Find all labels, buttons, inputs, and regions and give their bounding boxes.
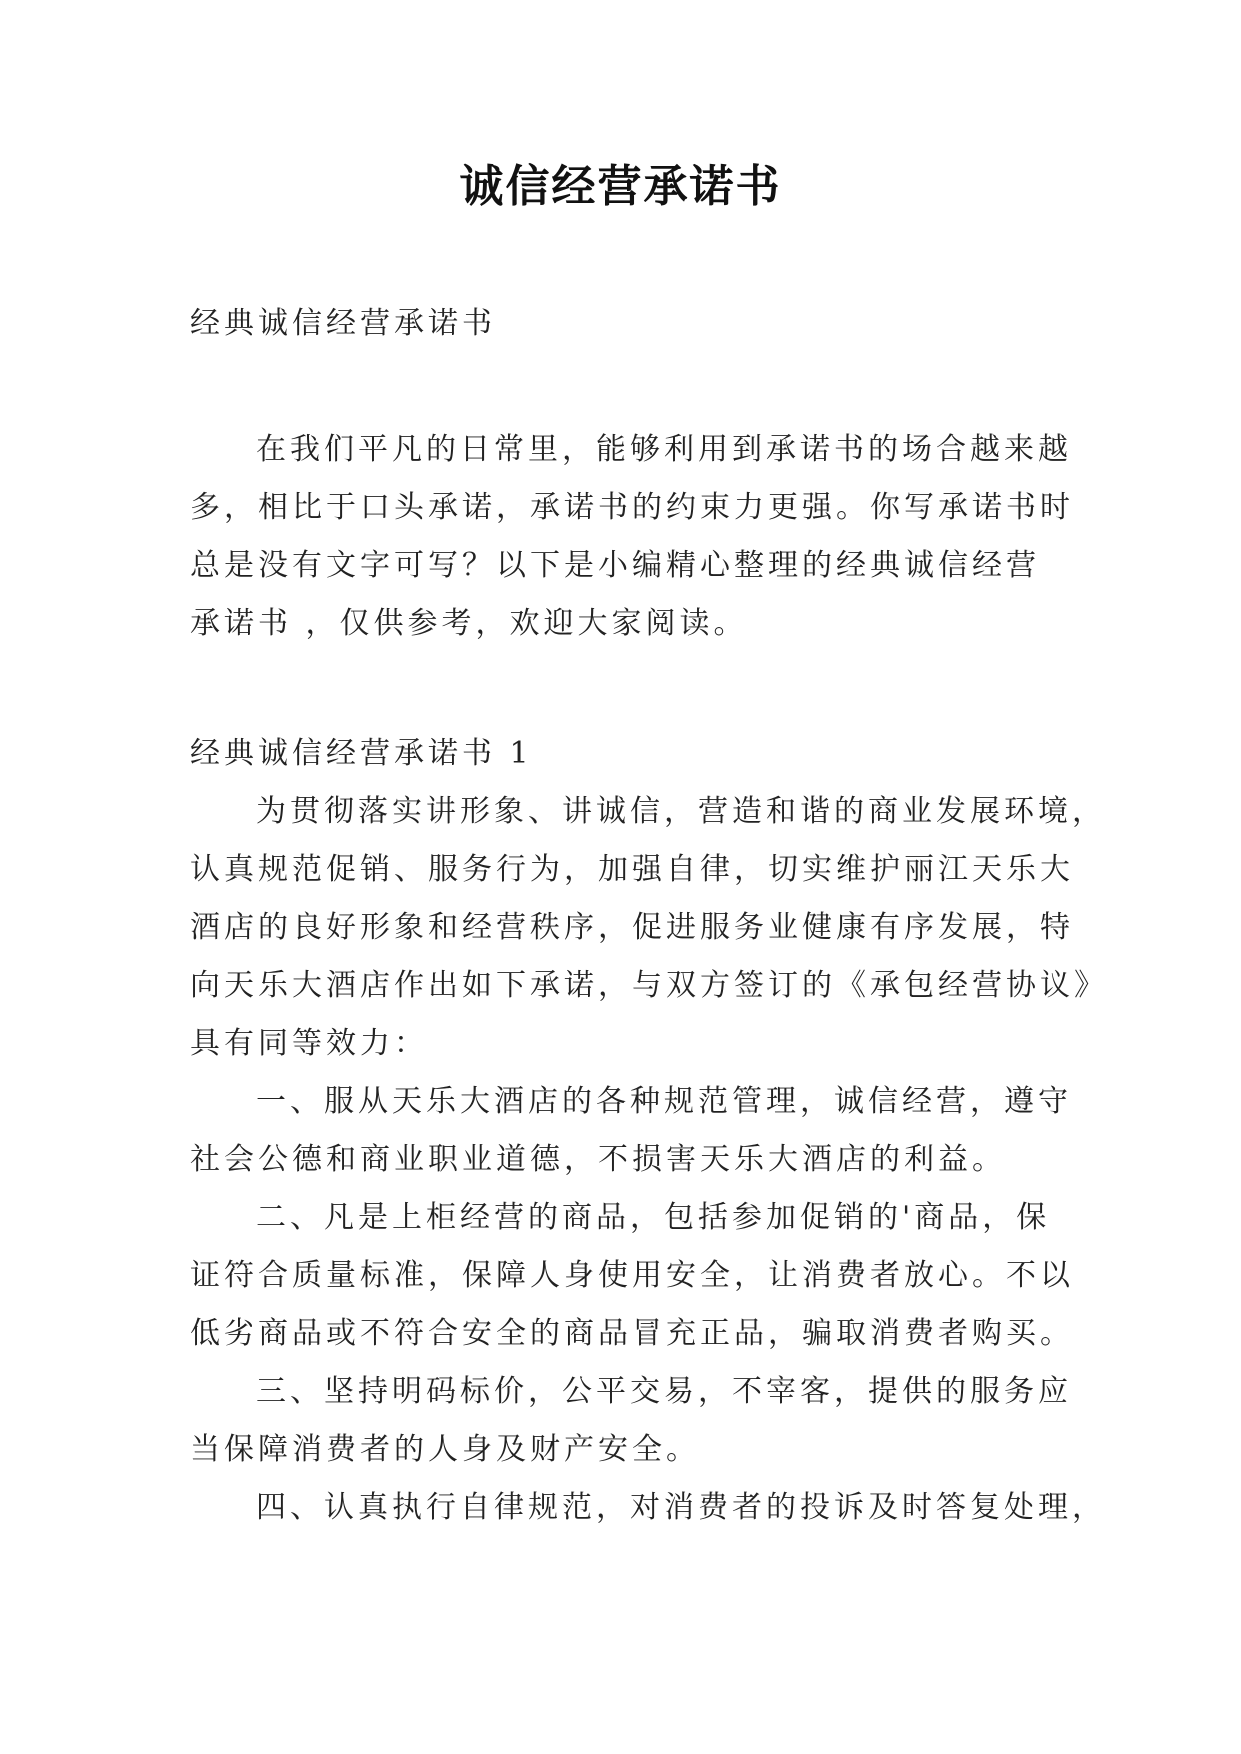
body-line: 认真规范促销、服务行为，加强自律，切实维护丽江天乐大: [190, 852, 1074, 887]
intro-line: 承诺书 ，仅供参考，欢迎大家阅读。: [190, 606, 748, 641]
document-title: 诚信经营承诺书: [459, 161, 782, 212]
body-line: 一、服从天乐大酒店的各种规范管理，诚信经营，遵守: [256, 1084, 1072, 1119]
body-line: 为贯彻落实讲形象、讲诚信，营造和谐的商业发展环境，: [256, 794, 1106, 829]
intro-line: 多，相比于口头承诺，承诺书的约束力更强。你写承诺书时: [190, 490, 1074, 525]
body-line: 当保障消费者的人身及财产安全。: [190, 1432, 700, 1467]
body-line: 向天乐大酒店作出如下承诺，与双方签订的《承包经营协议》: [190, 968, 1108, 1003]
body-line: 二、凡是上柜经营的商品，包括参加促销的'商品，保: [256, 1200, 1051, 1235]
body-line: 证符合质量标准，保障人身使用安全，让消费者放心。不以: [190, 1258, 1074, 1293]
document-subtitle: 经典诚信经营承诺书: [190, 306, 496, 341]
body-line: 四、认真执行自律规范，对消费者的投诉及时答复处理，: [256, 1490, 1106, 1525]
body-line: 具有同等效力：: [190, 1026, 428, 1061]
body-line: 三、坚持明码标价，公平交易，不宰客，提供的服务应: [256, 1374, 1072, 1409]
body-line: 酒店的良好形象和经营秩序，促进服务业健康有序发展，特: [190, 910, 1074, 945]
body-line: 社会公德和商业职业道德，不损害天乐大酒店的利益。: [190, 1142, 1006, 1177]
section-heading: 经典诚信经营承诺书 1: [190, 736, 533, 771]
body-line: 低劣商品或不符合安全的商品冒充正品，骗取消费者购买。: [190, 1316, 1074, 1351]
intro-line: 总是没有文字可写？以下是小编精心整理的经典诚信经营: [190, 548, 1040, 583]
intro-line: 在我们平凡的日常里，能够利用到承诺书的场合越来越: [256, 432, 1072, 467]
